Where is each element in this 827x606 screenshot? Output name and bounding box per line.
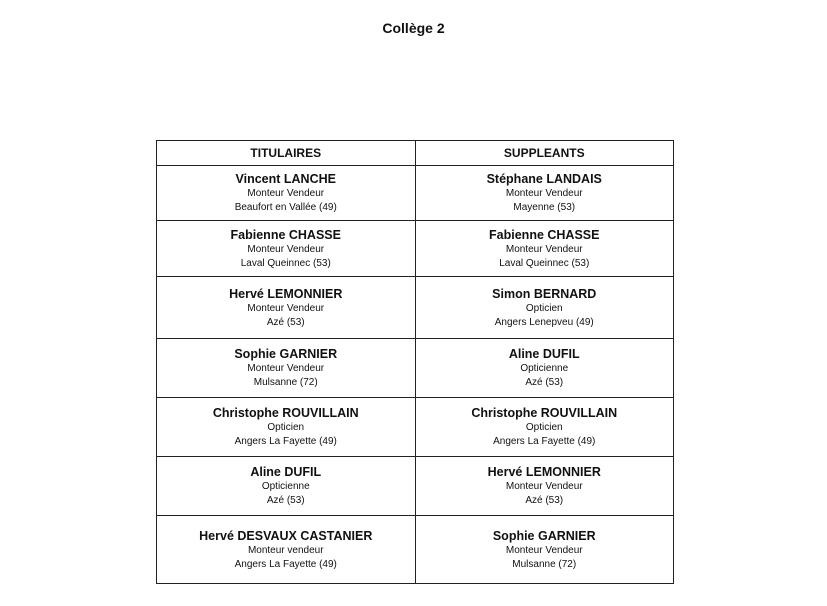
table-row <box>157 277 674 339</box>
person-location: Angers La Fayette (49) <box>493 436 596 447</box>
suppleant-cell <box>415 277 674 339</box>
person-name: Fabienne CHASSE <box>489 227 600 242</box>
titulaire-cell <box>157 516 416 584</box>
suppleant-cell <box>415 221 674 277</box>
person-location: Azé (53) <box>266 316 305 328</box>
suppleant-cell <box>415 339 674 398</box>
table-row <box>157 166 674 221</box>
person-role: Opticien <box>525 422 563 433</box>
table-row <box>157 398 674 457</box>
person-role: Monteur Vendeur <box>247 243 325 255</box>
titulaire-cell <box>157 221 416 277</box>
person-role: Opticien <box>267 422 305 433</box>
table-row <box>157 516 674 584</box>
titulaire-cell <box>157 457 416 516</box>
person-name: Hervé DESVAUX CASTANIER <box>199 528 373 543</box>
person-role: Opticienne <box>261 481 310 492</box>
suppleant-cell <box>415 516 674 584</box>
titulaire-cell <box>157 339 416 398</box>
person-name: Simon BERNARD <box>492 286 597 301</box>
table-row <box>157 339 674 398</box>
person-location: Azé (53) <box>266 495 305 506</box>
person-location: Azé (53) <box>525 495 564 506</box>
person-location: Angers Lenepveu (49) <box>494 316 594 328</box>
person-location: Azé (53) <box>525 377 564 388</box>
person-name: Vincent LANCHE <box>235 172 336 186</box>
header-suppleants: SUPPLEANTS <box>415 141 674 166</box>
titulaire-cell <box>157 398 416 457</box>
person-role: Monteur Vendeur <box>505 544 583 556</box>
person-role: Monteur Vendeur <box>247 188 325 199</box>
titulaire-cell <box>157 166 416 221</box>
person-role: Monteur Vendeur <box>247 302 325 314</box>
titulaire-cell <box>157 277 416 339</box>
person-location: Laval Queinnec (53) <box>240 257 331 269</box>
person-name: Hervé LEMONNIER <box>487 465 601 479</box>
person-role: Monteur Vendeur <box>247 363 325 374</box>
person-name: Christophe ROUVILLAIN <box>212 406 359 420</box>
person-role: Opticien <box>525 302 563 314</box>
person-location: Mayenne (53) <box>513 202 576 213</box>
person-name: Sophie GARNIER <box>234 347 338 361</box>
person-name: Hervé LEMONNIER <box>229 286 343 301</box>
table-row <box>157 221 674 277</box>
suppleant-cell <box>415 398 674 457</box>
person-name: Fabienne CHASSE <box>230 227 341 242</box>
table-row <box>157 457 674 516</box>
person-location: Mulsanne (72) <box>253 377 318 388</box>
person-location: Angers La Fayette (49) <box>234 436 337 447</box>
person-role: Monteur vendeur <box>247 544 324 556</box>
suppleant-cell <box>415 166 674 221</box>
college-table <box>156 140 674 584</box>
document-title: Collège 2 <box>382 20 445 36</box>
person-name: Sophie GARNIER <box>492 528 596 543</box>
person-name: Christophe ROUVILLAIN <box>471 406 618 420</box>
person-role: Monteur Vendeur <box>505 481 583 492</box>
person-name: Aline DUFIL <box>508 347 580 361</box>
person-role: Monteur Vendeur <box>505 188 583 199</box>
table-header-row <box>157 141 674 166</box>
person-location: Beaufort en Vallée (49) <box>234 202 337 213</box>
suppleant-cell <box>415 457 674 516</box>
person-location: Angers La Fayette (49) <box>234 558 337 570</box>
header-titulaires: TITULAIRES <box>157 141 416 166</box>
person-name: Stéphane LANDAIS <box>486 172 602 186</box>
person-role: Opticienne <box>520 363 569 374</box>
person-location: Mulsanne (72) <box>512 558 577 570</box>
person-name: Aline DUFIL <box>250 465 322 479</box>
person-location: Laval Queinnec (53) <box>499 257 590 269</box>
person-role: Monteur Vendeur <box>505 243 583 255</box>
